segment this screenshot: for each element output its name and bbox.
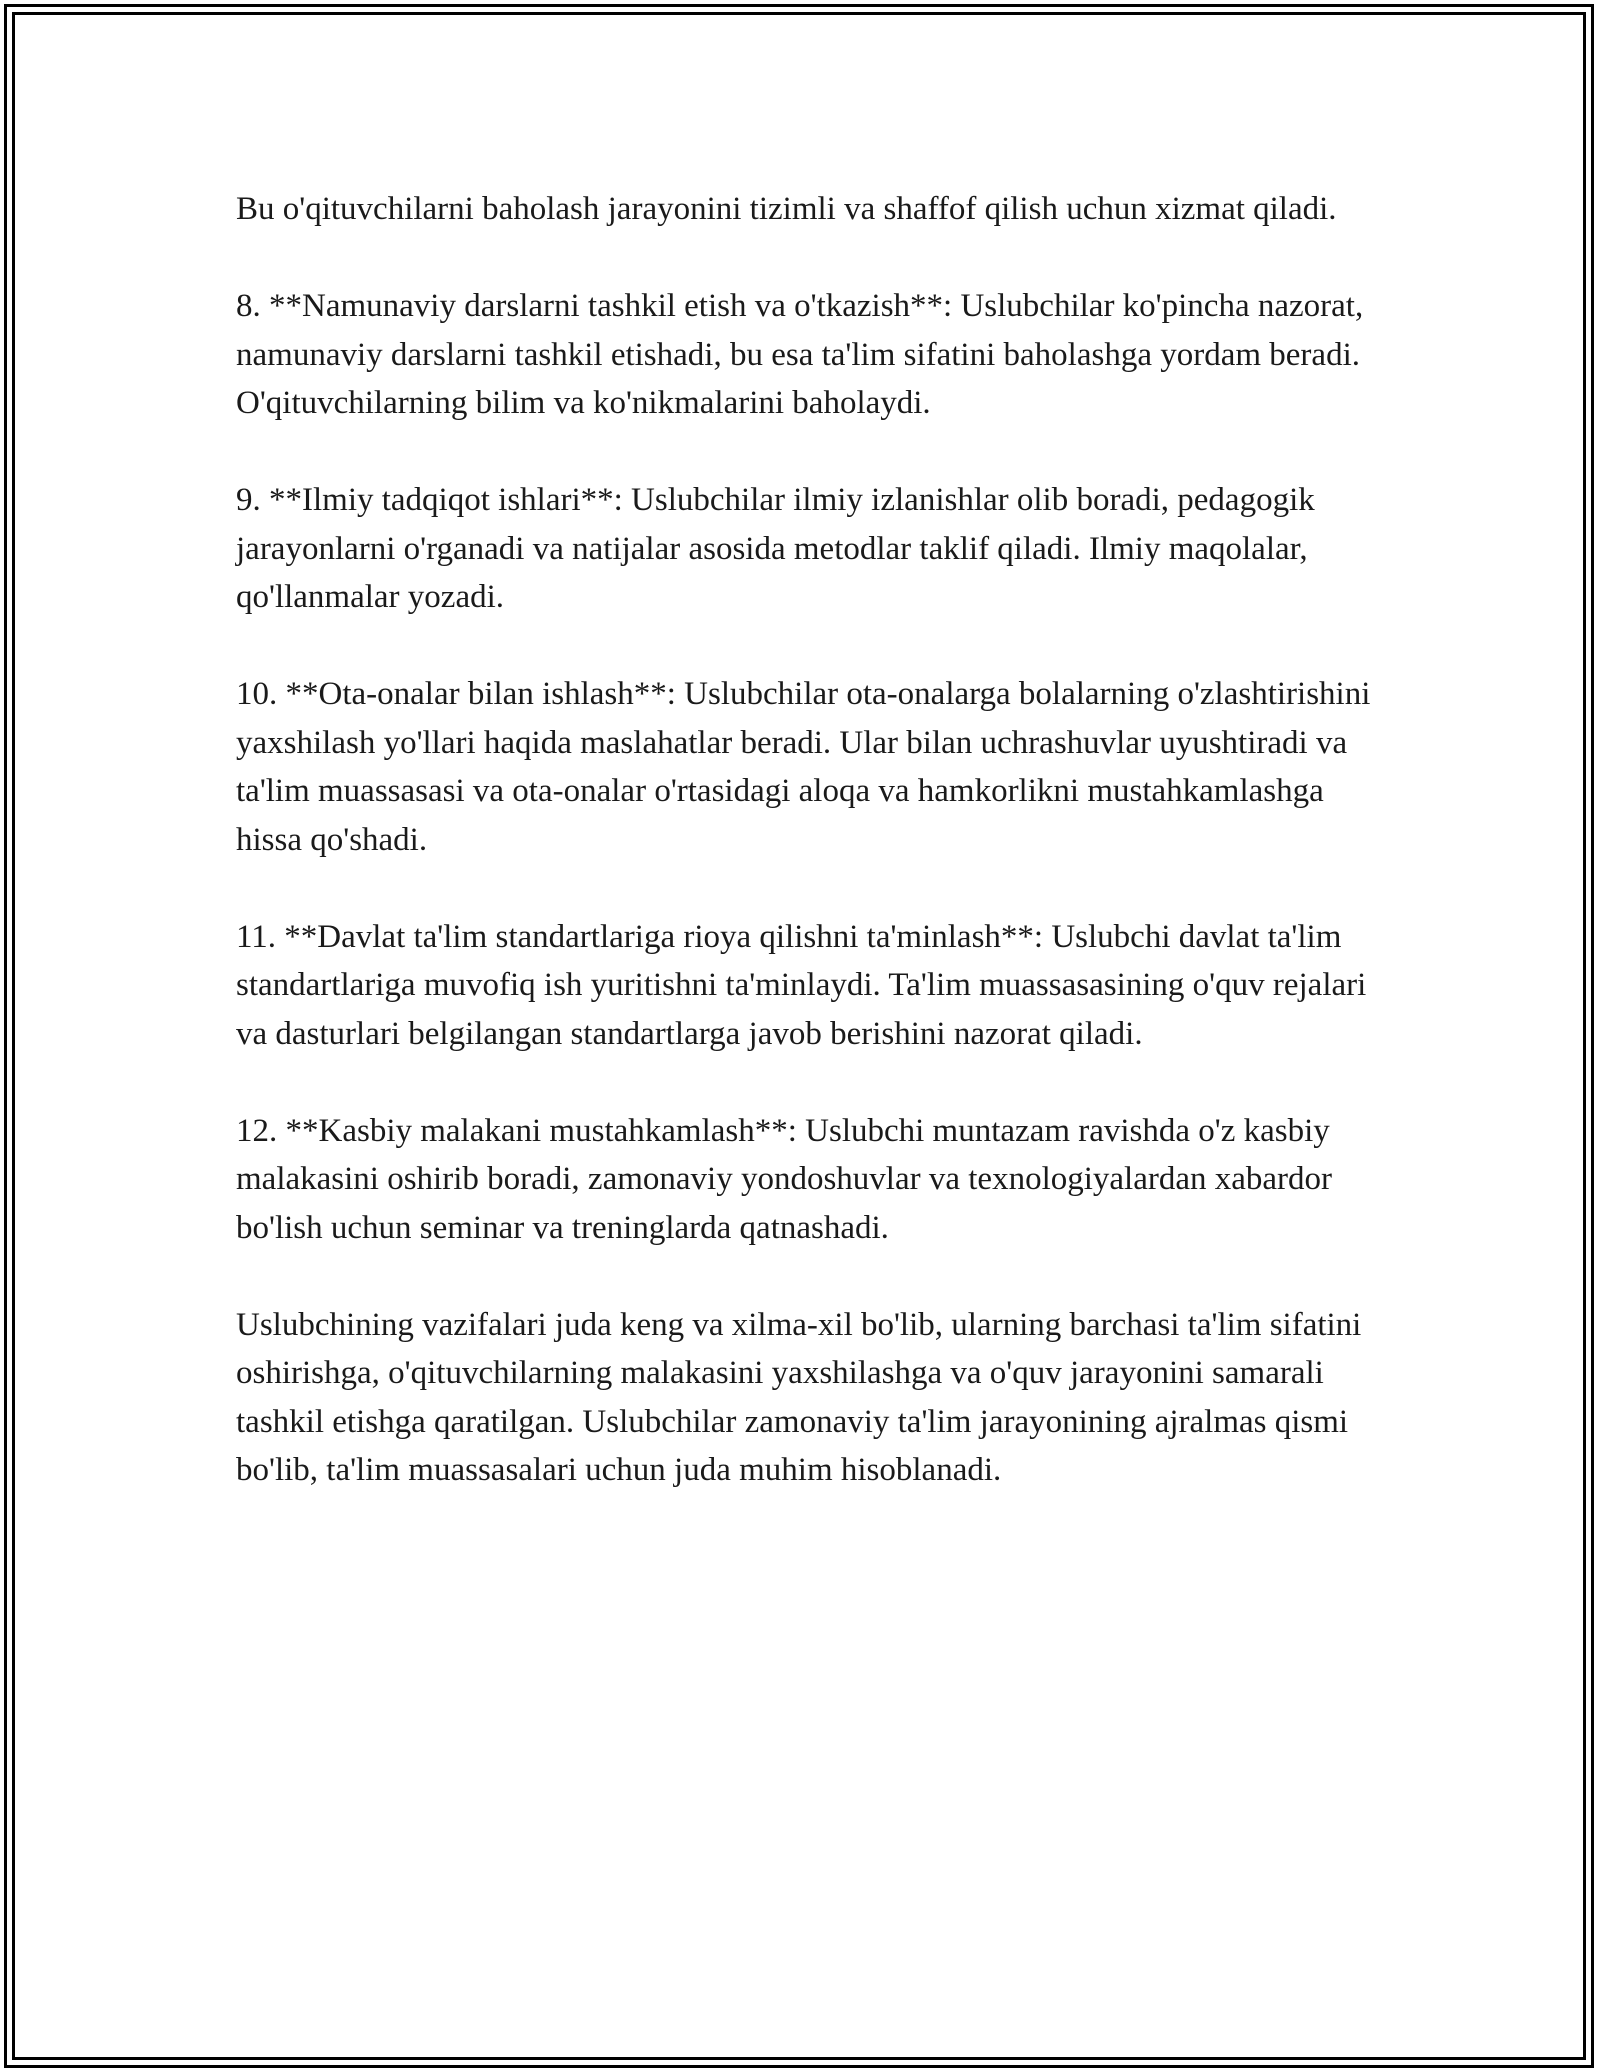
paragraph-item-12: 12. **Kasbiy malakani mustahkamlash**: Uslubchi muntazam ravishda o'z kasbiy malakasini oshirib boradi, zamonaviy yondoshuvlar va texnologiyalardan xabardor bo'lish uchun seminar va treninglarda qatnashadi. [236, 1112, 1333, 1246]
paragraph-item-8: 8. **Namunaviy darslarni tashkil etish va o'tkazish**: Uslubchilar ko'pincha nazorat, namunaviy darslarni tashkil etishadi, bu esa ta'lim sifatini baholashga yordam beradi. O'qituvchilarning bilim va ko'nikmalarini baholaydi. [236, 288, 1364, 421]
paragraph-item-11: 11. **Davlat ta'lim standartlariga rioya qilishni ta'minlash**: Uslubchi davlat ta'lim standartlariga muvofiq ish yuritishni ta'minlaydi. Ta'lim muassasasining o'quv rejalari va dasturlari belgilangan standartlarga javob berishini nazorat qiladi. [236, 918, 1367, 1052]
paragraph-item-10: 10. **Ota-onalar bilan ishlash**: Uslubchilar ota-onalarga bolalarning o'zlashtirishini yaxshilash yo'llari haqida maslahatlar beradi. Ular bilan uchrashuvlar uyushtiradi va ta'lim muassasasi va ota-onalar o'rtasidagi aloqa va hamkorlikni mustahkamlashga hissa qo'shadi. [236, 676, 1371, 858]
paragraph-item-9: 9. **Ilmiy tadqiqot ishlari**: Uslubchilar ilmiy izlanishlar olib boradi, pedagogik jarayonlarni o'rganadi va natijalar asosida metodlar taklif qiladi. Ilmiy maqolalar, qo'llanmalar yozadi. [236, 482, 1315, 615]
paragraph-intro-continuation: Bu o'qituvchilarni baholash jarayonini tizimli va shaffof qilish uchun xizmat qiladi. [236, 191, 1337, 227]
paragraph-conclusion: Uslubchining vazifalari juda keng va xilma-xil bo'lib, ularning barchasi ta'lim sifatini oshirishga, o'qituvchilarning malakasini yaxshilashga va o'quv jarayonini samarali tashkil etishga qaratilgan. Uslubchilar zamonaviy ta'lim jarayonining ajralmas qismi bo'lib, ta'lim muassasalari uchun juda muhim hisoblanadi. [236, 1306, 1362, 1488]
document-body [236, 185, 1376, 1543]
